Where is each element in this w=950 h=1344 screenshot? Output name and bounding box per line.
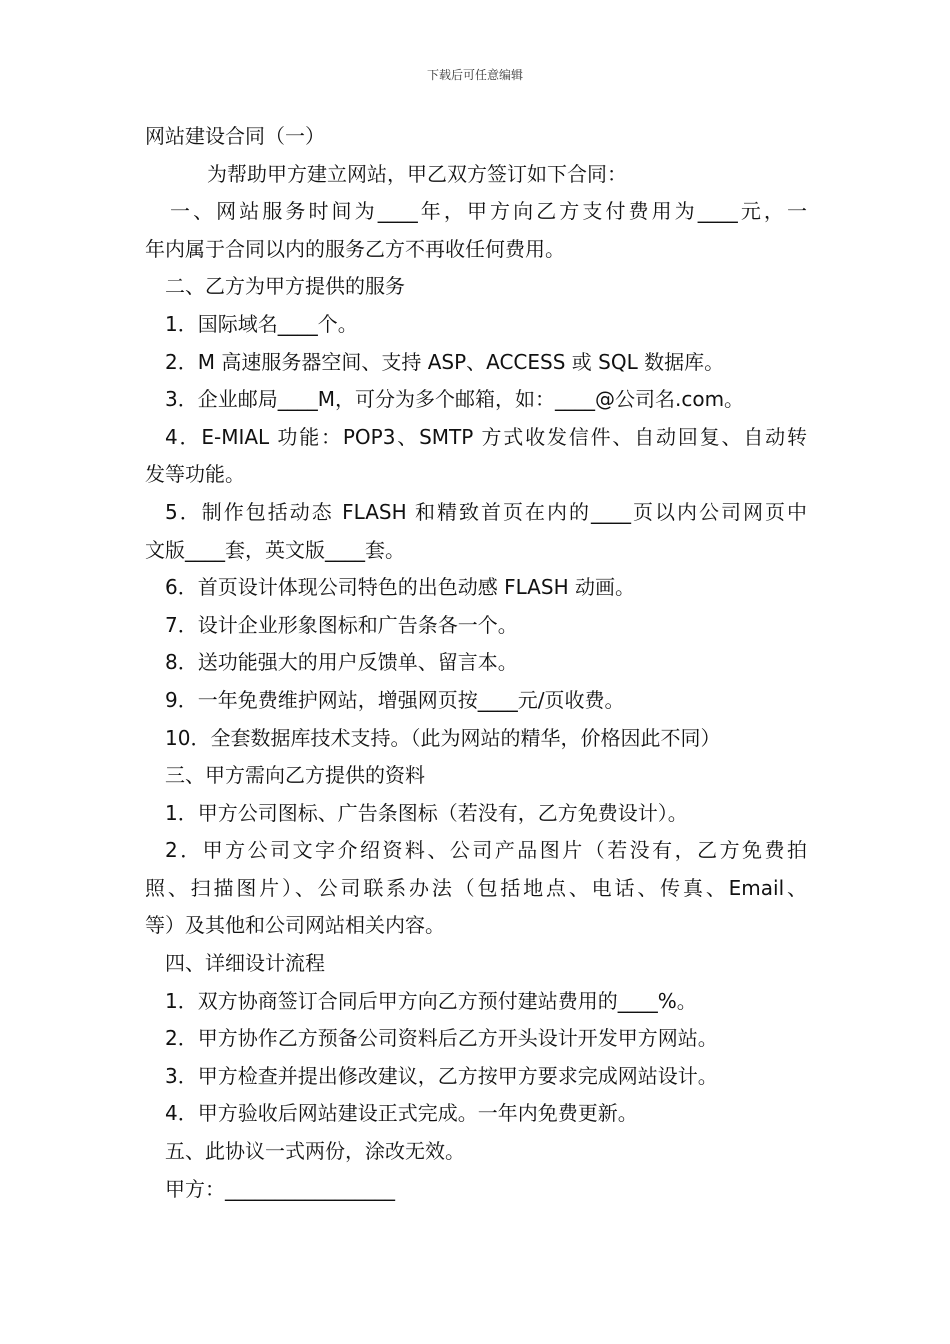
page-header: 下载后可任意编辑 xyxy=(426,68,523,82)
contract-body xyxy=(145,118,807,1208)
service-item-4-line-2: 发等功能。 xyxy=(145,462,245,487)
service-item-4-line-1: 4．E-MIAL 功能：POP3、SMTP 方式收发信件、自动回复、自动转 xyxy=(165,424,807,449)
service-item-2: 2．M 高速服务器空间、支持 ASP、ACCESS 或 SQL 数据库。 xyxy=(165,349,725,374)
service-item-6: 6．首页设计体现公司特色的出色动感 FLASH 动画。 xyxy=(165,575,635,600)
clause-1-line-2: 年内属于合同以内的服务乙方不再收任何费用。 xyxy=(145,236,565,261)
service-item-5-line-2: 文版____套，英文版____套。 xyxy=(145,537,405,562)
intro-paragraph: 为帮助甲方建立网站，甲乙双方签订如下合同： xyxy=(207,161,627,186)
party-a-signature-line: 甲方：_________________ xyxy=(165,1176,395,1201)
material-item-1: 1．甲方公司图标、广告条图标（若没有，乙方免费设计）。 xyxy=(165,800,688,825)
material-item-2-line-2: 照、扫描图片）、公司联系办法（包括地点、电话、传真、Email、 xyxy=(145,875,807,900)
service-item-7: 7．设计企业形象图标和广告条各一个。 xyxy=(165,612,518,637)
contract-title: 网站建设合同（一） xyxy=(145,124,325,148)
material-item-2-line-3: 等）及其他和公司网站相关内容。 xyxy=(145,913,445,938)
service-item-8: 8．送功能强大的用户反馈单、留言本。 xyxy=(165,650,518,675)
process-item-2: 2．甲方协作乙方预备公司资料后乙方开头设计开发甲方网站。 xyxy=(165,1026,718,1051)
section-3-heading: 三、甲方需向乙方提供的资料 xyxy=(165,763,425,788)
process-item-3: 3．甲方检查并提出修改建议，乙方按甲方要求完成网站设计。 xyxy=(165,1063,718,1088)
service-item-5-line-1: 5．制作包括动态 FLASH 和精致首页在内的____页以内公司网页中 xyxy=(165,499,807,524)
service-item-10: 10．全套数据库技术支持。（此为网站的精华，价格因此不同） xyxy=(165,725,721,750)
section-4-heading: 四、详细设计流程 xyxy=(165,951,325,976)
process-item-4: 4．甲方验收后网站建设正式完成。一年内免费更新。 xyxy=(165,1101,638,1126)
section-5-heading: 五、此协议一式两份，涂改无效。 xyxy=(165,1139,465,1164)
process-item-1: 1．双方协商签订合同后甲方向乙方预付建站费用的____%。 xyxy=(165,988,697,1013)
section-2-heading: 二、乙方为甲方提供的服务 xyxy=(165,274,405,299)
clause-1-line-1: 一、网站服务时间为____年，甲方向乙方支付费用为____元，一 xyxy=(170,199,807,224)
service-item-1: 1．国际域名____个。 xyxy=(165,311,358,336)
service-item-9: 9．一年免费维护网站，增强网页按____元/页收费。 xyxy=(165,687,625,712)
service-item-3: 3．企业邮局____M，可分为多个邮箱，如：____@公司名.com。 xyxy=(165,387,745,412)
material-item-2-line-1: 2．甲方公司文字介绍资料、公司产品图片（若没有，乙方免费拍 xyxy=(165,838,807,863)
